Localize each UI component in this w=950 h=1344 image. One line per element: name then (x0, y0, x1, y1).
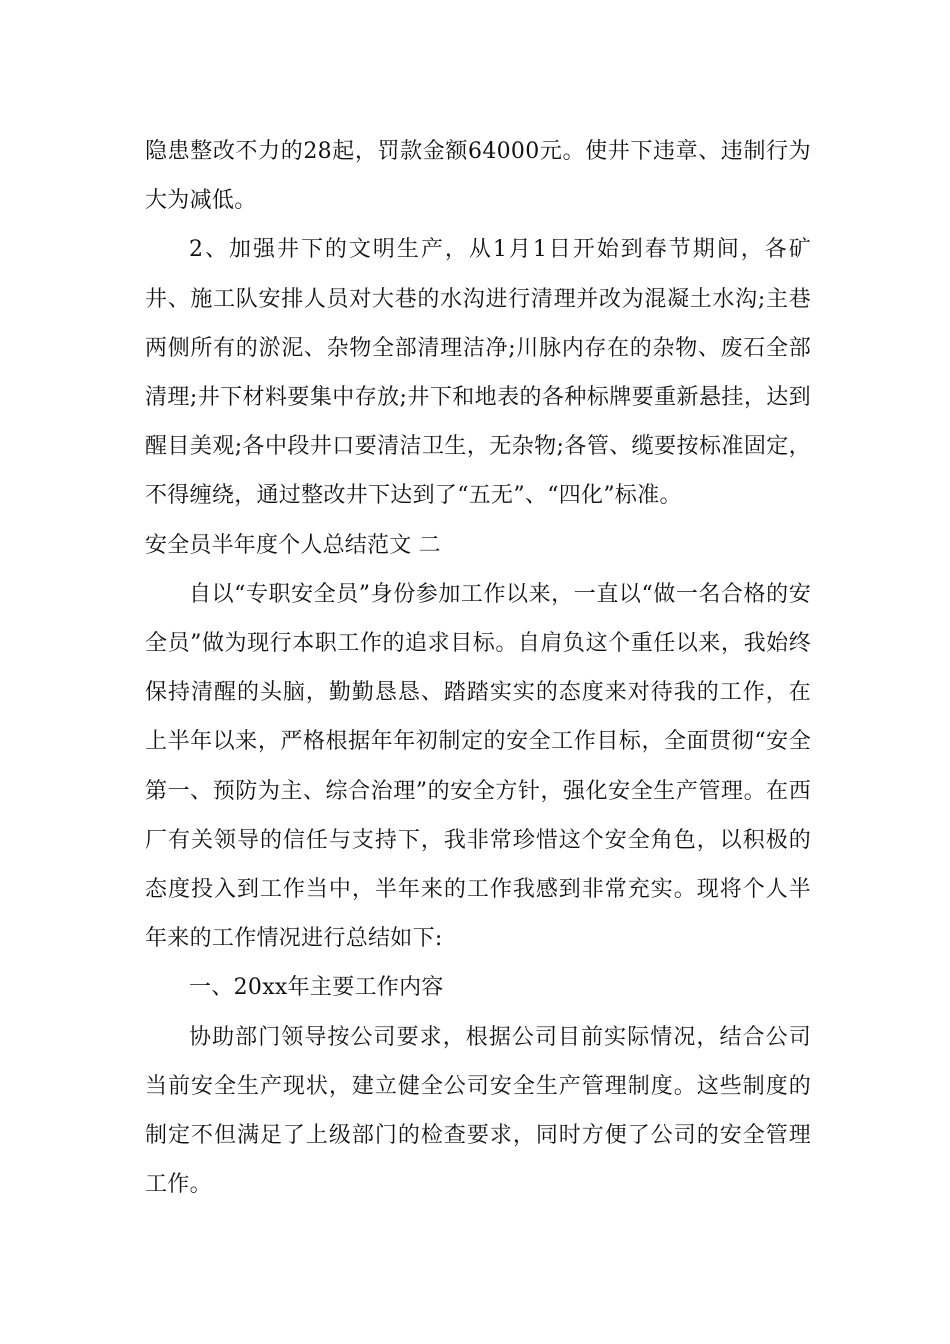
paragraph-civilized-production: 2、加强井下的文明生产，从1月1日开始到春节期间，各矿井、施工队安排人员对大巷的水沟进行清理并改为混凝土水沟;主巷两侧所有的淤泥、杂物全部清理洁净;川脉内存在的杂物、废石全部清理;井下材料要集中存放;井下和地表的各种标牌要重新悬挂，达到醒目美观;各中段井口要清洁卫生，无杂物;各管、缆要按标准固定，不得缠绕，通过整改井下达到了“五无”、“四化”标准。 (145, 237, 811, 509)
paragraph-introduction: 自以“专职安全员”身份参加工作以来，一直以“做一名合格的安全员”做为现行本职工作的追求目标。自肩负这个重任以来，我始终保持清醒的头脑，勤勤恳恳、踏踏实实的态度来对待我的工作，在上半年以来，严格根据年年初制定的安全工作目标，全面贯彻“安全第一、预防为主、综合治理”的安全方针，强化安全生产管理。在西厂有关领导的信任与支持下，我非常珍惜这个安全角色，以积极的态度投入到工作当中，半年来的工作我感到非常充实。现将个人半年来的工作情况进行总结如下: (145, 581, 811, 952)
paragraph-penalty-summary: 隐患整改不力的28起，罚款金额64000元。使井下违章、违制行为大为减低。 (145, 139, 811, 214)
paragraph-management-system: 协助部门领导按公司要求，根据公司目前实际情况，结合公司当前安全生产现状，建立健全公司安全生产管理制度。这些制度的制定不但满足了上级部门的检查要求，同时方便了公司的安全管理工作。 (145, 1024, 811, 1198)
paragraph-subheading-work-content: 一、20xx年主要工作内容 (189, 975, 444, 1001)
section-heading: 安全员半年度个人总结范文 二 (145, 532, 441, 558)
document-body (145, 127, 811, 1209)
